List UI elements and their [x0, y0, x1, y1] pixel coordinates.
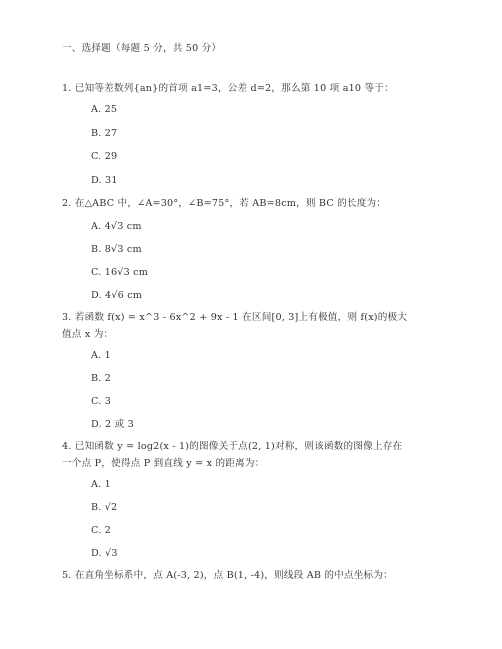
question-4-stem-line-1: 4. 已知函数 y = log2(x - 1)的图像关于点(2, 1)对称，则该函数的图像上存在 — [62, 441, 403, 452]
question-4-option-d: D. √3 — [91, 548, 118, 559]
question-3-option-b: B. 2 — [91, 373, 112, 384]
question-2-option-a: A. 4√3 cm — [91, 221, 142, 232]
question-2-option-d: D. 4√6 cm — [91, 290, 143, 301]
section-title: 一、选择题（每题 5 分，共 50 分） — [62, 43, 222, 54]
question-3-stem-line-2: 值点 x 为： — [62, 329, 114, 340]
question-1-option-c: C. 29 — [91, 151, 118, 162]
question-4-stem-line-2: 一个点 P，使得点 P 到直线 y = x 的距离为： — [62, 458, 265, 469]
question-3-stem-line-1: 3. 若函数 f(x) = x^3 - 6x^2 + 9x - 1 在区间[0, 3]上有极值，则 f(x)的极大 — [62, 312, 408, 323]
question-4-option-b: B. √2 — [91, 502, 118, 513]
question-4-option-a: A. 1 — [91, 479, 111, 490]
question-1-option-b: B. 27 — [91, 128, 118, 139]
question-1-option-a: A. 25 — [91, 104, 118, 115]
question-4-option-c: C. 2 — [91, 525, 112, 536]
question-3-option-a: A. 1 — [91, 350, 111, 361]
question-2-option-c: C. 16√3 cm — [91, 267, 149, 278]
question-3-option-d: D. 2 或 3 — [91, 419, 134, 430]
question-3-option-c: C. 3 — [91, 396, 112, 407]
question-1-stem: 1. 已知等差数列{an}的首项 a1=3，公差 d=2，那么第 10 项 a10 等于： — [62, 83, 394, 94]
question-2-option-b: B. 8√3 cm — [91, 244, 142, 255]
question-1-option-d: D. 31 — [91, 175, 118, 186]
question-2-stem: 2. 在△ABC 中，∠A=30°，∠B=75°，若 AB=8cm，则 BC 的长度为： — [62, 198, 387, 209]
question-5-stem: 5. 在直角坐标系中，点 A(-3, 2)，点 B(1, -4)，则线段 AB 的中点坐标为： — [62, 570, 393, 581]
